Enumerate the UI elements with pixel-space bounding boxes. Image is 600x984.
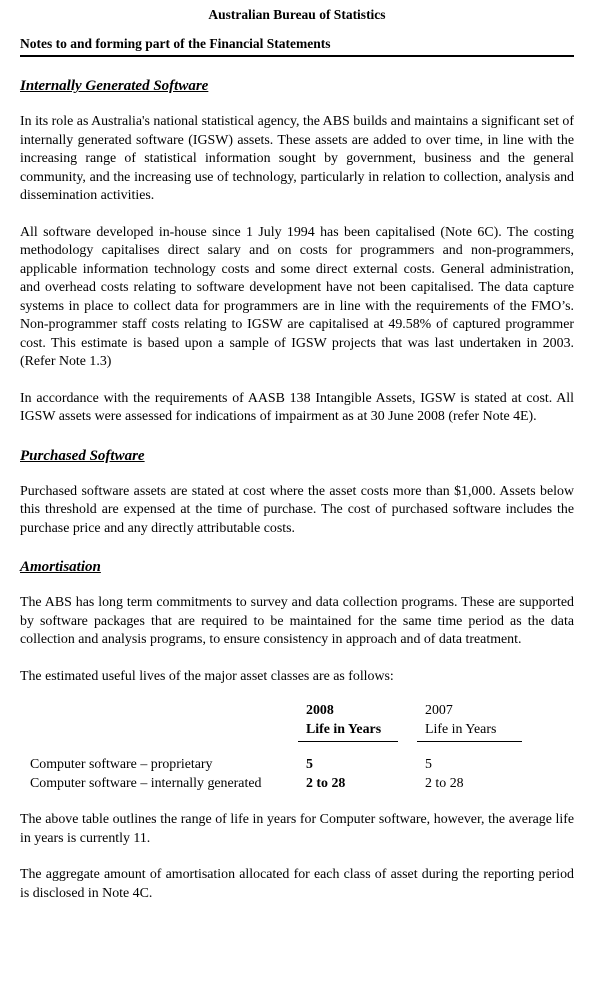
notes-header: Notes to and forming part of the Financial Statements	[20, 35, 574, 57]
value-2008: 5	[306, 757, 313, 772]
section-heading-internally-generated-software: Internally Generated Software	[20, 78, 209, 94]
table-lead-line: The estimated useful lives of the major asset classes are as follows:	[20, 668, 394, 684]
section-heading-amortisation: Amortisation	[20, 559, 101, 575]
paragraph-igsw-3: In accordance with the requirements of AASB 138 Intangible Assets, IGSW is stated at cost. All IGSW assets were assessed for indications of impairment as at 30 June 2008 (refer Note 4E).	[20, 390, 574, 424]
table-header-2008	[298, 702, 398, 742]
paragraph-amortisation-4: The aggregate amount of amortisation allocated for each class of asset during the reporting period is disclosed in Note 4C.	[20, 867, 574, 901]
table-header-2007-label: Life in Years	[425, 721, 497, 737]
table-header-2008-label: Life in Years	[306, 721, 382, 737]
paragraph-amortisation-3: The above table outlines the range of life in years for Computer software, however, the average life in years is currently 11.	[20, 812, 574, 846]
table-header-row	[30, 702, 574, 742]
table-header-spacer	[30, 702, 306, 742]
table-row-proprietary	[30, 756, 574, 775]
section-heading-purchased-software: Purchased Software	[20, 447, 145, 464]
value-2007: 5	[425, 757, 432, 772]
value-2007: 2 to 28	[425, 775, 464, 791]
useful-life-table	[30, 702, 574, 793]
table-header-2007-year: 2007	[425, 703, 453, 718]
table-row-internally-generated	[30, 775, 574, 794]
value-2008: 2 to 28	[306, 775, 346, 791]
paragraph-igsw-1: In its role as Australia's national statistical agency, the ABS builds and maintains a significant set of internally generated software (IGSW) assets. These assets are added to over time, in line with the increasing range of statistical information sought by government, business and the general community, and the increasing use of technology, particularly in relation to collection, analysis and dissemination activities.	[20, 114, 574, 203]
asset-class-label: Computer software – proprietary	[30, 757, 213, 772]
table-header-2008-year: 2008	[306, 703, 334, 718]
document-title: Australian Bureau of Statistics	[208, 7, 386, 22]
paragraph-igsw-2: All software developed in-house since 1 July 1994 has been capitalised (Note 6C). The costing methodology capitalises direct salary and on costs for programmers and non-programmers, applicable information technology costs and some direct external costs. General administration, and overhead costs relating to software development have not been capitalised. The data capture systems in place to collect data for programmers are in line with the requirements of the FMO’s. Non-programmer staff costs relating to IGSW are capitalised at 49.58% of captured programmer cost. This estimate is based upon a sample of IGSW projects that was last undertaken in 2003. (Refer Note 1.3)	[20, 224, 574, 369]
asset-class-label: Computer software – internally generated	[30, 775, 262, 791]
table-body	[30, 756, 574, 793]
paragraph-purchased-1: Purchased software assets are stated at cost where the asset costs more than $1,000. Assets below this threshold are expensed at the time of purchase. The cost of purchased software includes the purchase price and any directly attributable costs.	[20, 483, 574, 536]
paragraph-amortisation-1: The ABS has long term commitments to survey and data collection programs. These are supported by software packages that are required to be maintained for the same time period as the data collection and analysis programs, to ensure consistency in approach and of data treatment.	[20, 595, 574, 647]
table-header-2007	[417, 702, 522, 742]
